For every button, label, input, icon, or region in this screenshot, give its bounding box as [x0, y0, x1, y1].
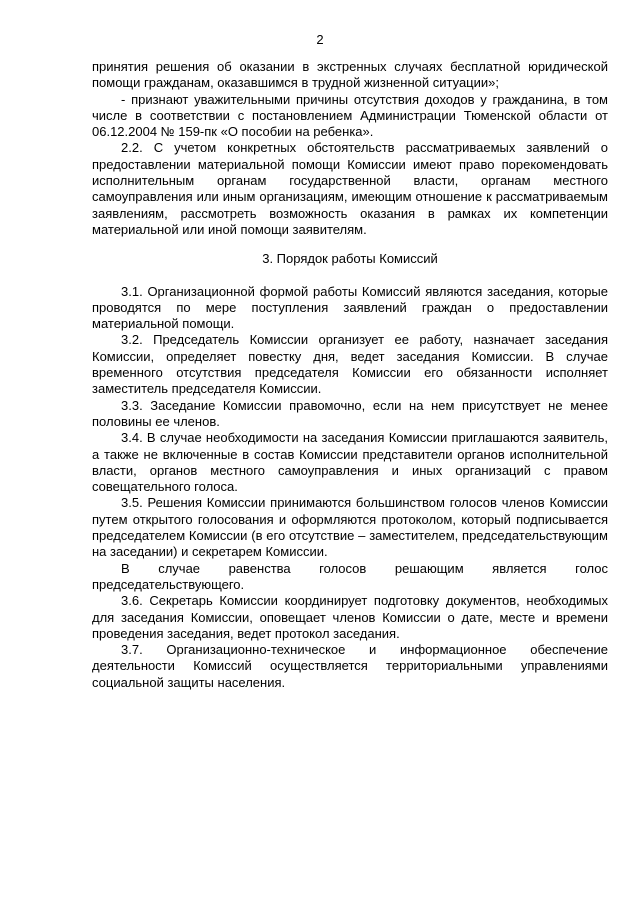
paragraph-3-5: 3.5. Решения Комиссии принимаются большинством голосов членов Комиссии путем открытого голосования и оформляются протоколом, который подписывается председателем Комиссии (в его отсутствие – заместителем, председательствующим на заседании) и секретарем Комиссии. — [92, 495, 608, 560]
paragraph-tie-vote: В случае равенства голосов решающим является голос председательствующего. — [92, 560, 608, 592]
section-title: 3. Порядок работы Комиссий — [262, 251, 438, 267]
paragraph-3-4: 3.4. В случае необходимости на заседания Комиссии приглашаются заявитель, а также не включенные в состав Комиссии представители органов исполнительной власти, органов местного самоуправления и иных организаций с правом совещательного голоса. — [92, 430, 608, 495]
paragraph-3-7: 3.7. Организационно-техническое и информационное обеспечение деятельности Комиссий осуществляется территориальными управлениями социальной защиты населения. — [92, 642, 608, 690]
document-body — [92, 59, 608, 691]
paragraph-continuation: принятия решения об оказании в экстренных случаях бесплатной юридической помощи гражданам, оказавшимся в трудной жизненной ситуации»; — [92, 59, 608, 91]
paragraph-income-reasons: - признают уважительными причины отсутствия доходов у гражданина, в том числе в соответствии с постановлением Администрации Тюменской области от 06.12.2004 № 159-пк «О пособии на ребенка». — [92, 91, 608, 140]
paragraph-3-3: 3.3. Заседание Комиссии правомочно, если на нем присутствует не менее половины ее членов. — [92, 397, 608, 429]
paragraph-3-6: 3.6. Секретарь Комиссии координирует подготовку документов, необходимых для заседания Комиссии, оповещает членов Комиссии о дате, месте и времени проведения заседания, ведет протокол заседания. — [92, 593, 608, 641]
paragraph-3-1: 3.1. Организационной формой работы Комиссий являются заседания, которые проводятся по мере поступления заявлений граждан о предоставлении материальной помощи. — [92, 283, 608, 332]
page-number: 2 — [316, 32, 324, 47]
paragraph-2-2: 2.2. С учетом конкретных обстоятельств рассматриваемых заявлений о предоставлении материальной помощи Комиссии имеют право порекомендовать исполнительным органам государственной власти, органам местного самоуправления или иным организациям, имеющим отношение к рассматриваемым заявлениям, рассмотреть возможность оказания в рамках их компетенции материальной или иной помощи заявителям. — [92, 140, 608, 237]
paragraph-3-2: 3.2. Председатель Комиссии организует ее работу, назначает заседания Комиссии, определяет повестку дня, ведет заседания Комиссии. В случае временного отсутствия председателя Комиссии его обязанности исполняет заместитель председателя Комиссии. — [92, 332, 608, 397]
